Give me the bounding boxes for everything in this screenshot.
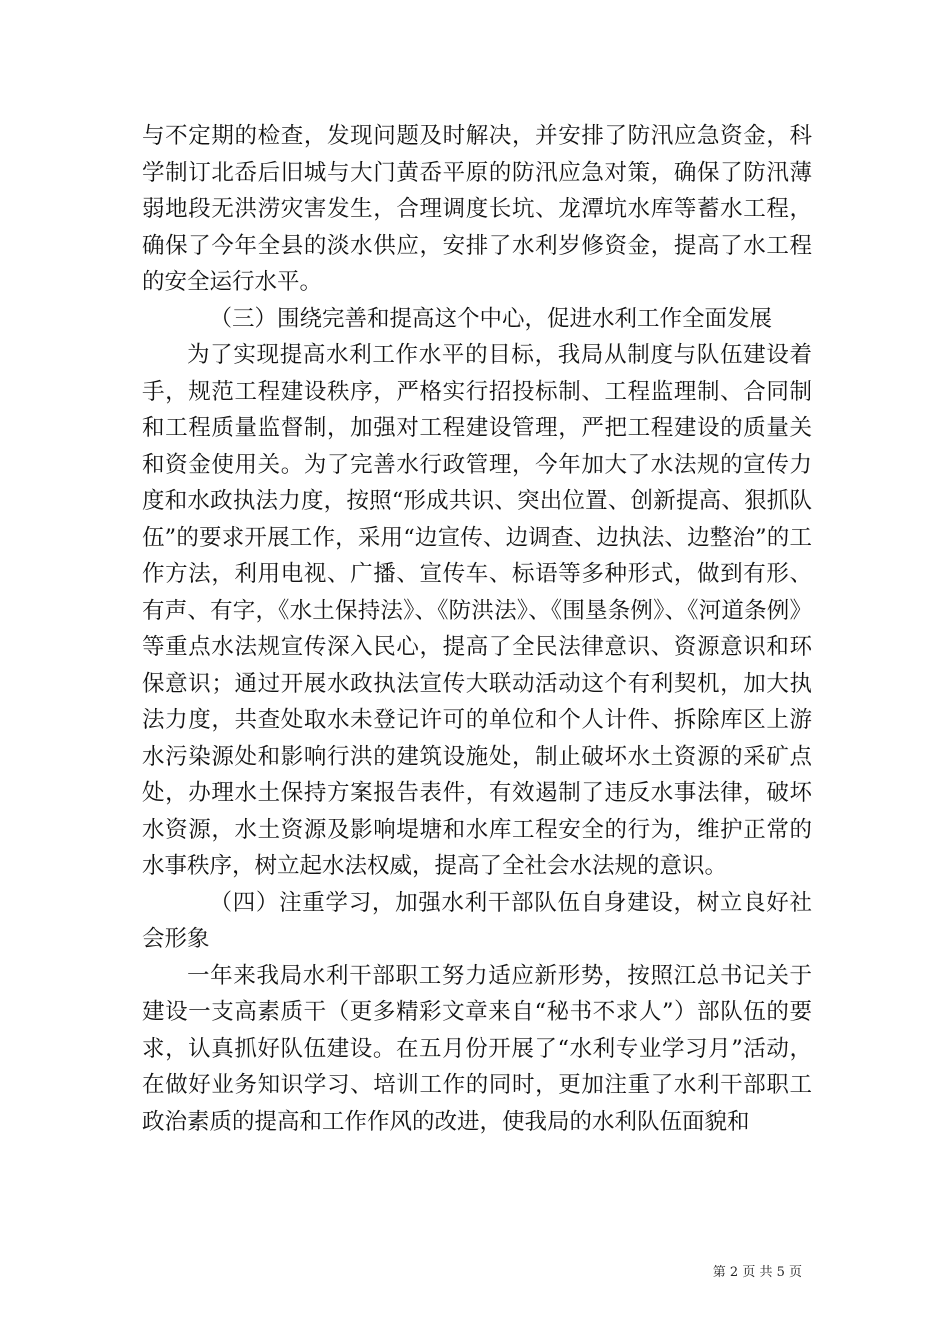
paragraph-section-3-body: 为了实现提高水利工作水平的目标，我局从制度与队伍建设着手，规范工程建设秩序，严格实行招投标制、工程监理制、合同制和工程质量监督制，加强对工程建设管理，严把工程建设的质量关和资金使用关。为了完善水行政管理，今年加大了水法规的宣传力度和水政执法力度，按照“形成共识、突出位置、创新提高、狠抓队伍”的要求开展工作，采用“边宣传、边调查、边执法、边整治”的工作方法，利用电视、广播、宣传车、标语等多种形式，做到有形、有声、有字，《水土保持法》、《防洪法》、《围垦条例》、《河道条例》等重点水法规宣传深入民心，提高了全民法律意识、资源意识和环保意识；通过开展水政执法宣传大联动活动这个有利契机，加大执法力度，共查处取水未登记许可的单位和个人计件、拆除库区上游水污染源处和影响行洪的建筑设施处，制止破坏水土资源的采矿点处，办理水土保持方案报告表件，有效遏制了违反水事法律，破坏水资源，水土资源及影响堤塘和水库工程安全的行为，维护正常的水事秩序，树立起水法权威，提高了全社会水法规的意识。 (142, 342, 812, 879)
page-number-footer: 第 2 页 共 5 页 (712, 1265, 802, 1280)
paragraph-continuation: 与不定期的检查，发现问题及时解决，并安排了防汛应急资金，科学制订北岙后旧城与大门黄岙平原的防汛应急对策，确保了防汛薄弱地段无洪涝灾害发生，合理调度长坑、龙潭坑水库等蓄水工程，确保了今年全县的淡水供应，安排了水利岁修资金，提高了水工程的安全运行水平。 (142, 123, 812, 295)
section-heading-4: （四）注重学习，加强水利干部队伍自身建设，树立良好社会形象 (142, 889, 812, 952)
paragraph-section-4-body: 一年来我局水利干部职工努力适应新形势，按照江总书记关于建设一支高素质干（更多精彩文章来自“秘书不求人”）部队伍的要求，认真抓好队伍建设。在五月份开展了“水利专业学习月”活动，在做好业务知识学习、培训工作的同时，更加注重了水利干部职工政治素质的提高和工作作风的改进，使我局的水利队伍面貌和 (142, 962, 812, 1135)
document-body (142, 118, 812, 1140)
section-heading-3: （三）围绕完善和提高这个中心，促进水利工作全面发展 (209, 305, 773, 332)
